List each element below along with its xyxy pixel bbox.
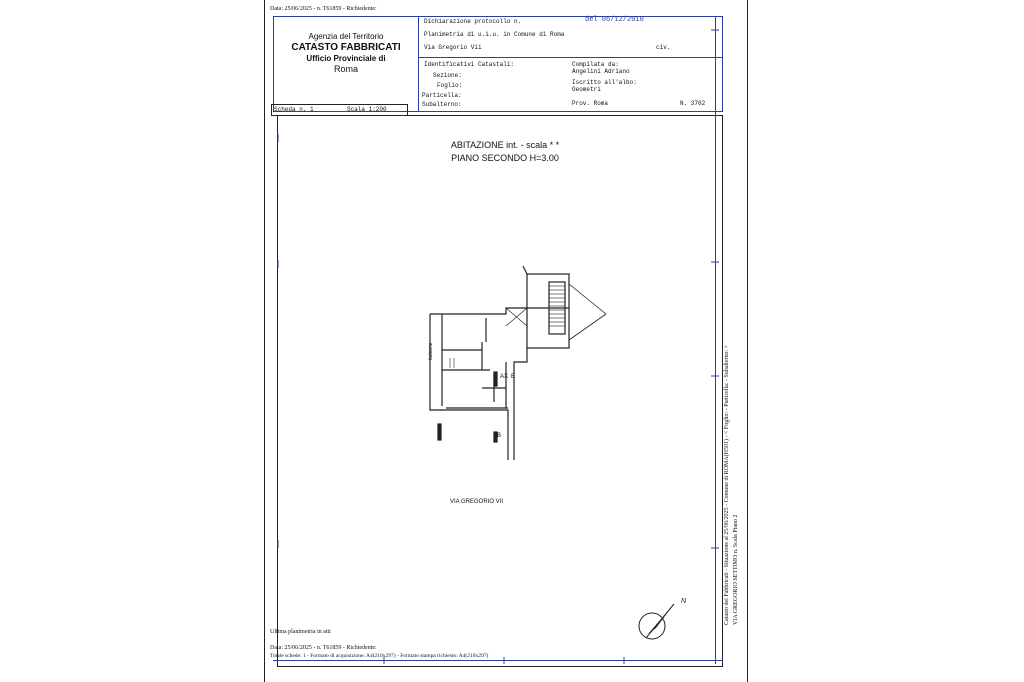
- room-label-e: E: [511, 374, 516, 380]
- totale-schede-line: Totale schede: 1 - Formato di acquisizione: A4(210x297) - Formato stampa richiesto: A4(210x297): [270, 653, 489, 659]
- agency-line4: Roma: [333, 64, 358, 74]
- ultima-planimetria: Ultima planimetria in atti: [270, 629, 331, 635]
- protocol-date: del 06/12/2010: [585, 16, 644, 24]
- subalterno-label: Subalterno:: [422, 101, 462, 108]
- iscritto-label: Iscritto all'albo:: [572, 79, 637, 86]
- protocol-label: Dichiarazione protocollo n.: [424, 18, 522, 25]
- side-text-main: Catasto dei Fabbricati - Situazione al 25/06/2025 - Comune di ROMA(H501) - < Foglio: - Particella: - Subalterno: >: [724, 344, 730, 625]
- scheda-right: Scala 1:200: [347, 106, 387, 113]
- scheda-left: Scheda n. 1: [274, 106, 314, 113]
- bottom-date-line: Data: 25/06/2025 - n. T61859 - Richiedente:: [270, 645, 377, 651]
- plan-title: [420, 139, 590, 165]
- compilata-label: Compilata da:: [572, 61, 619, 68]
- room-label-b: B: [497, 433, 502, 439]
- agency-line1: Agenzia del Territorio: [308, 32, 384, 41]
- civ-label: civ.: [656, 44, 671, 51]
- agency-line2: CATASTO FABBRICATI: [291, 42, 401, 53]
- prov-label: Prov. Roma: [572, 100, 609, 107]
- address-line: Via Gregorio Vii: [424, 44, 482, 51]
- room-label-ax: AX: [500, 374, 509, 380]
- n-label: N. 3702: [680, 100, 706, 107]
- side-text-sub: VIA GREGORIO SETTIMO n. Scala Piano 2: [733, 514, 739, 625]
- foglio-label: Foglio:: [437, 82, 463, 89]
- planimetria-line: Planimetria di u.i.u. in Comune di Roma: [424, 31, 565, 38]
- north-label: N: [681, 598, 687, 605]
- floor-plan: [420, 262, 620, 467]
- top-date-line: Data: 25/06/2025 - n. T61859 - Richiedente:: [270, 6, 377, 12]
- street-label: VIA GREGORIO VII: [450, 499, 504, 505]
- plan-title-line2: PIANO SECONDO H=3.00: [451, 153, 559, 163]
- sezione-label: Sezione:: [433, 72, 462, 79]
- plan-title-line1: ABITAZIONE int. - scala * *: [450, 140, 560, 150]
- page-right-border: [747, 0, 748, 682]
- balcone-label: balcone: [428, 342, 434, 360]
- iscritto-value: Geometri: [572, 86, 601, 93]
- particella-label: Particella:: [422, 92, 462, 99]
- compilata-name: Angelini Adriano: [572, 68, 630, 75]
- agency-line3: Ufficio Provinciale di: [306, 54, 386, 63]
- ident-label: Identificativi Catastali:: [424, 61, 515, 68]
